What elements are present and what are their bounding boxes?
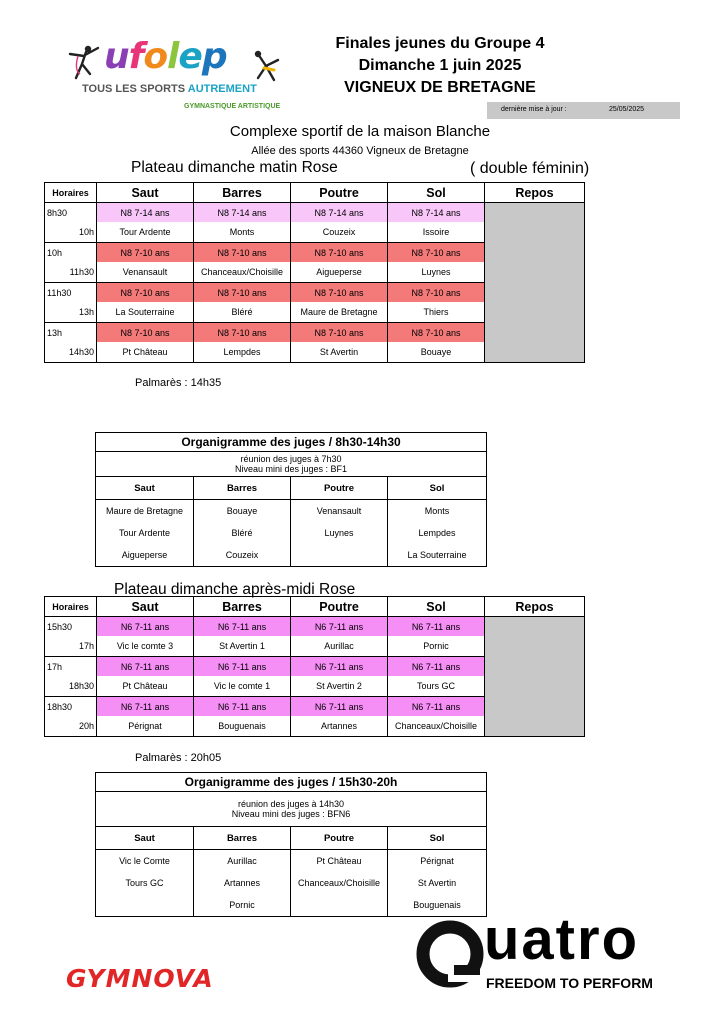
club-cell-barres: St Avertin 1 — [194, 636, 291, 657]
header-repos: Repos — [485, 597, 585, 617]
judges-header-sol: Sol — [388, 477, 487, 500]
level-cell-poutre: N6 7-11 ans — [291, 697, 388, 717]
rotation-level-row — [45, 657, 585, 677]
judges-row — [96, 850, 487, 873]
judges-header-poutre: Poutre — [291, 827, 388, 850]
judges-header-saut: Saut — [96, 477, 194, 500]
judge-club-cell: Monts — [388, 500, 487, 523]
club-cell-sol: Issoire — [388, 222, 485, 243]
club-cell-saut: Pérignat — [97, 716, 194, 737]
rotation-start-time: 17h — [45, 657, 97, 677]
judges-header-row — [96, 827, 487, 850]
level-cell-poutre: N6 7-11 ans — [291, 657, 388, 677]
club-cell-barres: Monts — [194, 222, 291, 243]
judges-meeting: réunion des juges à 7h30 — [240, 454, 342, 464]
level-cell-sol: N8 7-10 ans — [388, 323, 485, 343]
level-cell-saut: N8 7-10 ans — [97, 283, 194, 303]
judge-club-cell: Bouaye — [194, 500, 291, 523]
rotation-start-time: 11h30 — [45, 283, 97, 303]
rotation-start-time: 8h30 — [45, 203, 97, 223]
club-cell-sol: Bouaye — [388, 342, 485, 363]
level-cell-saut: N8 7-10 ans — [97, 323, 194, 343]
judge-club-cell — [291, 894, 388, 917]
club-cell-poutre: St Avertin — [291, 342, 388, 363]
header-sol: Sol — [388, 597, 485, 617]
afternoon-judges-table — [95, 772, 487, 917]
rotation-end-time: 13h — [45, 302, 97, 323]
rotation-level-row — [45, 617, 585, 637]
club-cell-sol: Thiers — [388, 302, 485, 323]
level-cell-saut: N6 7-11 ans — [97, 697, 194, 717]
judge-club-cell: Maure de Bretagne — [96, 500, 194, 523]
level-cell-sol: N6 7-11 ans — [388, 657, 485, 677]
header-barres: Barres — [194, 183, 291, 203]
quatro-q-icon — [414, 918, 486, 990]
update-value: 25/05/2025 — [609, 106, 645, 113]
rotation-end-time: 11h30 — [45, 262, 97, 283]
club-cell-saut: Tour Ardente — [97, 222, 194, 243]
rotation-start-time: 18h30 — [45, 697, 97, 717]
level-cell-saut: N8 7-14 ans — [97, 203, 194, 223]
club-cell-poutre: Couzeix — [291, 222, 388, 243]
venue-address: Allée des sports 44360 Vigneux de Bretagne — [251, 145, 469, 157]
club-cell-sol: Pornic — [388, 636, 485, 657]
repos-cell — [485, 323, 585, 363]
club-cell-saut: Venansault — [97, 262, 194, 283]
judge-club-cell: Couzeix — [194, 544, 291, 567]
judge-club-cell: Tours GC — [96, 872, 194, 894]
level-cell-poutre: N8 7-10 ans — [291, 243, 388, 263]
morning-title: Plateau dimanche matin Rose — [131, 159, 338, 176]
rotation-level-row — [45, 203, 585, 223]
club-cell-barres: Bléré — [194, 302, 291, 323]
rotation-start-time: 10h — [45, 243, 97, 263]
heading-line3: VIGNEUX DE BRETAGNE — [344, 79, 536, 96]
club-cell-saut: Pt Château — [97, 342, 194, 363]
judges-title: Organigramme des juges / 15h30-20h — [96, 773, 487, 792]
morning-palmares: Palmarès : 14h35 — [135, 377, 222, 389]
level-cell-poutre: N8 7-14 ans — [291, 203, 388, 223]
rotation-start-time: 13h — [45, 323, 97, 343]
rotation-level-row — [45, 243, 585, 263]
level-cell-barres: N8 7-14 ans — [194, 203, 291, 223]
judges-header-barres: Barres — [194, 827, 291, 850]
level-cell-poutre: N8 7-10 ans — [291, 323, 388, 343]
repos-cell — [485, 697, 585, 737]
morning-note: ( double féminin) — [470, 160, 590, 177]
ufolep-logo — [66, 36, 286, 116]
header-poutre: Poutre — [291, 597, 388, 617]
venue-name: Complexe sportif de la maison Blanche — [229, 123, 491, 140]
club-cell-barres: Vic le comte 1 — [194, 676, 291, 697]
club-cell-saut: Vic le comte 3 — [97, 636, 194, 657]
heading-line1: Finales jeunes du Groupe 4 — [335, 35, 545, 52]
judge-club-cell: Bouguenais — [388, 894, 487, 917]
header-barres: Barres — [194, 597, 291, 617]
level-cell-barres: N6 7-11 ans — [194, 657, 291, 677]
header-saut: Saut — [97, 183, 194, 203]
judges-row — [96, 872, 487, 894]
rotation-end-time: 17h — [45, 636, 97, 657]
header-horaires: Horaires — [45, 183, 97, 203]
judge-club-cell: La Souterraine — [388, 544, 487, 567]
judges-title: Organigramme des juges / 8h30-14h30 — [96, 433, 487, 452]
quatro-logo — [414, 912, 662, 1002]
level-cell-poutre: N8 7-10 ans — [291, 283, 388, 303]
afternoon-palmares: Palmarès : 20h05 — [135, 752, 222, 764]
judge-club-cell: Bléré — [194, 522, 291, 544]
level-cell-barres: N6 7-11 ans — [194, 617, 291, 637]
level-cell-sol: N8 7-10 ans — [388, 243, 485, 263]
level-cell-sol: N8 7-14 ans — [388, 203, 485, 223]
quatro-wordmark: uatro — [484, 912, 639, 972]
rotation-start-time: 15h30 — [45, 617, 97, 637]
judges-level: Niveau mini des juges : BFN6 — [231, 809, 351, 819]
judge-club-cell: Aurillac — [194, 850, 291, 873]
club-cell-sol: Chanceaux/Choisille — [388, 716, 485, 737]
club-cell-poutre: Aigueperse — [291, 262, 388, 283]
level-cell-saut: N6 7-11 ans — [97, 617, 194, 637]
logo-letter: e — [178, 36, 202, 77]
repos-cell — [485, 657, 585, 697]
rotation-end-time: 10h — [45, 222, 97, 243]
club-cell-poutre: Maure de Bretagne — [291, 302, 388, 323]
ufolep-wordmark — [104, 36, 227, 77]
header-poutre: Poutre — [291, 183, 388, 203]
logo-letter: f — [128, 36, 144, 77]
judges-row — [96, 522, 487, 544]
club-cell-poutre: Artannes — [291, 716, 388, 737]
club-cell-barres: Chanceaux/Choisille — [194, 262, 291, 283]
judge-club-cell — [291, 544, 388, 567]
logo-letter: o — [143, 36, 168, 77]
judge-club-cell: Chanceaux/Choisille — [291, 872, 388, 894]
level-cell-barres: N8 7-10 ans — [194, 323, 291, 343]
rotation-level-row — [45, 697, 585, 717]
logo-letter: l — [167, 36, 179, 77]
judges-meeting: réunion des juges à 14h30 — [237, 799, 345, 809]
level-cell-saut: N8 7-10 ans — [97, 243, 194, 263]
page-heading — [300, 33, 580, 99]
rotation-end-time: 18h30 — [45, 676, 97, 697]
logo-letter: u — [104, 36, 129, 77]
judge-club-cell: Artannes — [194, 872, 291, 894]
repos-cell — [485, 283, 585, 323]
judge-club-cell: Venansault — [291, 500, 388, 523]
morning-schedule-table — [44, 182, 585, 363]
club-cell-barres: Lempdes — [194, 342, 291, 363]
judge-club-cell: Tour Ardente — [96, 522, 194, 544]
repos-cell — [485, 617, 585, 657]
judges-level: Niveau mini des juges : BF1 — [234, 464, 348, 474]
club-cell-sol: Tours GC — [388, 676, 485, 697]
repos-cell — [485, 243, 585, 283]
header-horaires: Horaires — [45, 597, 97, 617]
club-cell-saut: Pt Château — [97, 676, 194, 697]
judge-club-cell: Pérignat — [388, 850, 487, 873]
schedule-header-row — [45, 183, 585, 203]
judge-club-cell: Luynes — [291, 522, 388, 544]
ufolep-subtitle: GYMNASTIQUE ARTISTIQUE — [184, 103, 281, 110]
judge-club-cell: Pt Château — [291, 850, 388, 873]
rotation-level-row — [45, 283, 585, 303]
level-cell-saut: N6 7-11 ans — [97, 657, 194, 677]
level-cell-sol: N6 7-11 ans — [388, 617, 485, 637]
gymnast-left-icon — [66, 44, 102, 82]
gymnova-logo: GYMNOVA — [66, 964, 214, 993]
morning-judges-table — [95, 432, 487, 567]
update-label: dernière mise à jour : — [501, 106, 567, 113]
ufolep-tagline: TOUS LES SPORTS AUTREMENT — [82, 83, 257, 95]
judges-header-barres: Barres — [194, 477, 291, 500]
club-cell-poutre: Aurillac — [291, 636, 388, 657]
quatro-slogan: FREEDOM TO PERFORM — [486, 975, 653, 991]
gymnast-right-icon — [248, 48, 284, 84]
judge-club-cell — [96, 894, 194, 917]
update-box — [487, 102, 680, 119]
judges-row — [96, 544, 487, 567]
header-saut: Saut — [97, 597, 194, 617]
judges-header-row — [96, 477, 487, 500]
rotation-end-time: 20h — [45, 716, 97, 737]
judges-header-sol: Sol — [388, 827, 487, 850]
level-cell-barres: N6 7-11 ans — [194, 697, 291, 717]
repos-cell — [485, 203, 585, 243]
judge-club-cell: St Avertin — [388, 872, 487, 894]
judge-club-cell: Pornic — [194, 894, 291, 917]
header-repos: Repos — [485, 183, 585, 203]
schedule-header-row — [45, 597, 585, 617]
club-cell-saut: La Souterraine — [97, 302, 194, 323]
heading-line2: Dimanche 1 juin 2025 — [358, 57, 522, 74]
rotation-level-row — [45, 323, 585, 343]
judge-club-cell: Vic le Comte — [96, 850, 194, 873]
level-cell-barres: N8 7-10 ans — [194, 243, 291, 263]
header-sol: Sol — [388, 183, 485, 203]
judges-header-poutre: Poutre — [291, 477, 388, 500]
level-cell-barres: N8 7-10 ans — [194, 283, 291, 303]
level-cell-sol: N6 7-11 ans — [388, 697, 485, 717]
judge-club-cell: Lempdes — [388, 522, 487, 544]
judges-info — [96, 792, 487, 827]
level-cell-poutre: N6 7-11 ans — [291, 617, 388, 637]
afternoon-schedule-table — [44, 596, 585, 737]
judges-info — [96, 452, 487, 477]
judge-club-cell: Aigueperse — [96, 544, 194, 567]
level-cell-sol: N8 7-10 ans — [388, 283, 485, 303]
judges-row — [96, 500, 487, 523]
club-cell-barres: Bouguenais — [194, 716, 291, 737]
logo-letter: p — [201, 36, 227, 77]
rotation-end-time: 14h30 — [45, 342, 97, 363]
afternoon-title: Plateau dimanche après-midi Rose — [114, 581, 356, 598]
club-cell-sol: Luynes — [388, 262, 485, 283]
judges-header-saut: Saut — [96, 827, 194, 850]
club-cell-poutre: St Avertin 2 — [291, 676, 388, 697]
